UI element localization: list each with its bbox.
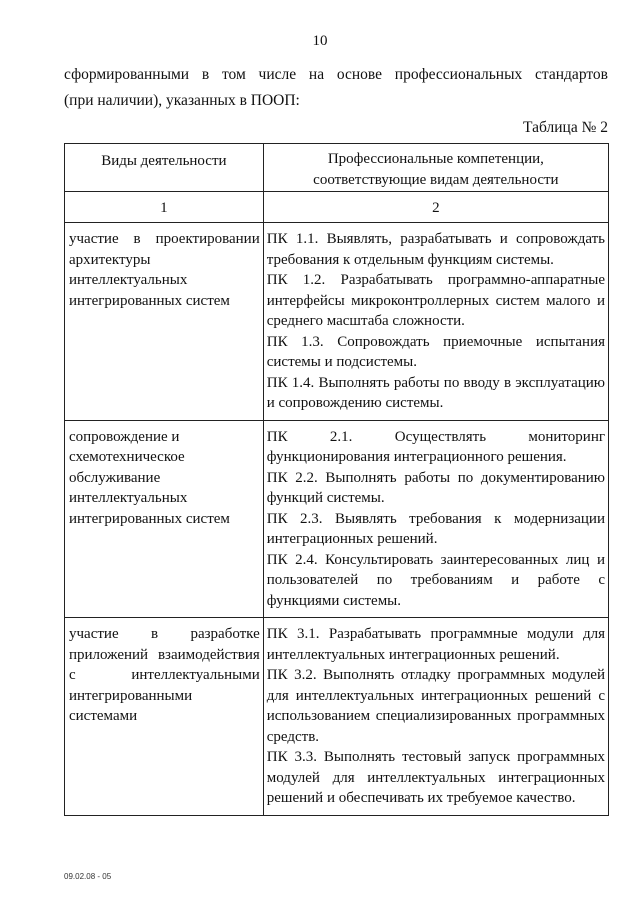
activity-cell: [65, 618, 264, 816]
activity-line: участие в разработке: [69, 626, 260, 642]
competency-cell: [263, 223, 608, 421]
competency-cell: [263, 420, 608, 618]
competency-item: ПК 2.4. Консультировать заинтересованных лиц и пользователей по требованиям и работе с функциями системы.: [266, 551, 605, 609]
intro-text-line-1: сформированными в том числе на основе профессиональных стандартов: [64, 66, 608, 83]
table-row: [65, 618, 609, 816]
page-number: 10: [312, 33, 328, 49]
activity-line: интегрированных систем: [69, 510, 230, 527]
activity-cell: [65, 420, 264, 618]
competency-item: ПК 3.1. Разрабатывать программные модули для интеллектуальных интеграционных решений.: [266, 626, 605, 663]
competency-item: ПК 1.4. Выполнять работы по вводу в эксплуатацию и сопровождению системы.: [266, 374, 605, 411]
activity-line: сопровождение и: [69, 428, 180, 445]
competency-item: ПК 1.2. Разрабатывать программно-аппаратные интерфейсы микроконтроллерных систем малого и среднего масштаба сложности.: [266, 272, 605, 329]
activity-line: с интеллектуальными: [69, 667, 260, 683]
competency-item: ПК 2.2. Выполнять работы по документированию функций системы.: [266, 469, 605, 506]
table-row: [65, 223, 609, 421]
competency-cell: [263, 618, 608, 816]
activity-line: интеллектуальных: [69, 490, 188, 506]
column-number-1: 1: [65, 192, 264, 223]
activity-cell: [65, 223, 264, 421]
header-activities: Виды деятельности: [65, 144, 264, 192]
activity-line: интеллектуальных: [69, 272, 188, 288]
activity-line: обслуживание: [69, 469, 161, 486]
competency-item: ПК 3.2. Выполнять отладку программных модулей для интеллектуальных интеграционных решений с использованием специализированных программных средств.: [266, 667, 605, 745]
activity-line: интегрированными: [69, 687, 193, 704]
intro-text-line-2: (при наличии), указанных в ПООП:: [64, 92, 300, 109]
document-code: 09.02.08 - 05: [64, 872, 112, 881]
activity-line: участие в проектировании: [69, 231, 260, 247]
competency-item: ПК 1.1. Выявлять, разрабатывать и сопровождать требования к отдельным функциям системы.: [266, 231, 605, 268]
competency-item: ПК 3.3. Выполнять тестовый запуск программных модулей для интеллектуальных интеграционных решений и обеспечивать их требуемое качество.: [266, 749, 605, 806]
header-competencies: Профессиональные компетенции, соответствующие видам деятельности: [263, 144, 608, 192]
column-number-row: [65, 192, 609, 223]
table-row: [65, 420, 609, 618]
competency-item: ПК 2.3. Выявлять требования к модернизации интеграционных решений.: [266, 510, 605, 547]
competencies-table: [64, 143, 609, 816]
table-header-row: [65, 144, 609, 192]
table-caption: Таблица № 2: [523, 119, 608, 136]
competency-item: ПК 1.3. Сопровождать приемочные испытания системы и подсистемы.: [266, 333, 605, 370]
activity-line: интегрированных систем: [69, 292, 230, 309]
competency-item: ПК 2.1. Осуществлять мониторинг функционирования интеграционного решения.: [266, 428, 605, 465]
column-number-2: 2: [263, 192, 608, 223]
activity-line: системами: [69, 708, 138, 724]
activity-line: схемотехническое: [69, 449, 185, 465]
activity-line: приложений взаимодействия: [69, 646, 260, 663]
activity-line: архитектуры: [69, 251, 151, 268]
